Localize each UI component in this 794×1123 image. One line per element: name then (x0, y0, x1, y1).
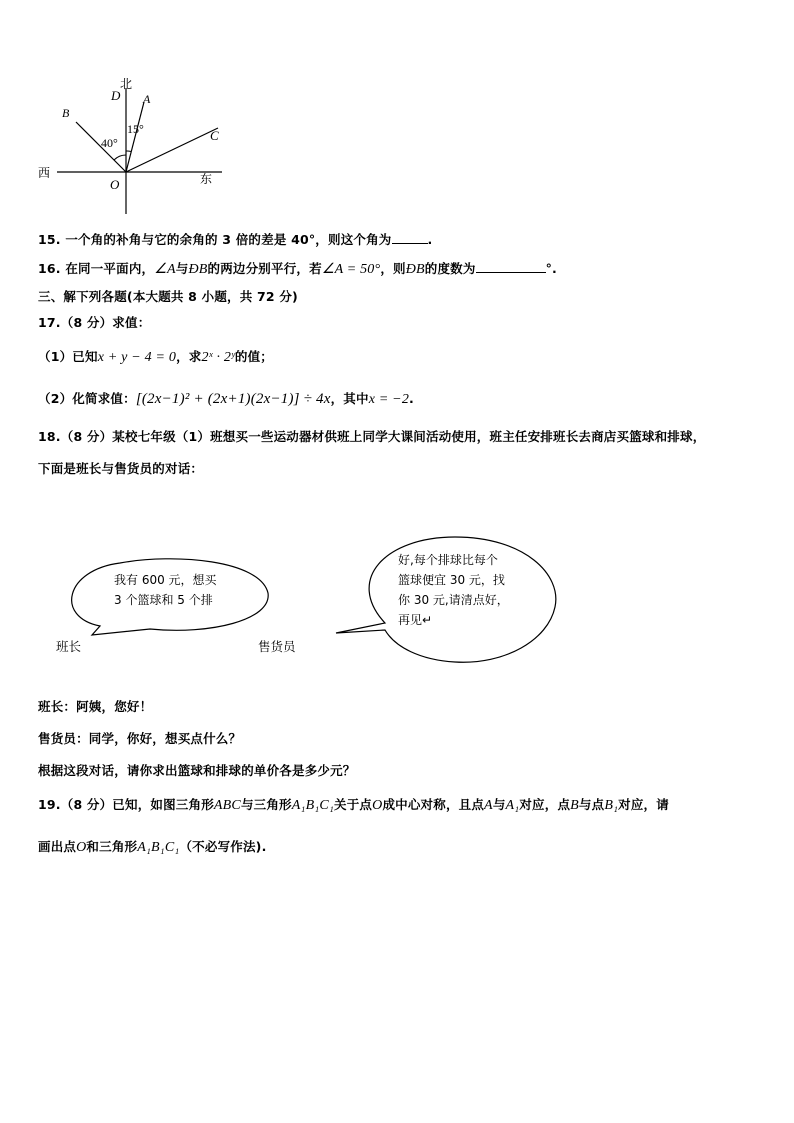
q19-text-d: 成中心对称，且点 (382, 797, 485, 812)
west-label: 西 (38, 166, 51, 180)
q19-text-h: 对应，请 (618, 797, 669, 812)
angle-40: 40° (101, 136, 118, 150)
speaker-clerk: 售货员 (258, 639, 296, 654)
q15-answer-blank (392, 231, 428, 244)
right-bubble-text (398, 550, 509, 630)
q19-text-a: 19.（8 分）已知，如图三角形 (38, 797, 214, 812)
section-3-title: 三、解下列各题(本大题共 8 小题，共 72 分) (38, 289, 298, 304)
q16-text-5: 的度数为 (424, 261, 476, 276)
north-label: 北 (120, 77, 133, 91)
question-18-ask: 根据这段对话，请你求出篮球和排球的单价各是多少元？ (38, 763, 356, 778)
q17-p2-prefix: （2）化简求值： (38, 391, 136, 406)
angle-diagram (30, 72, 270, 222)
right-bubble-line-2: 篮球便宜 30 元，找 (398, 573, 505, 587)
q19-text-b: 与三角形 (240, 797, 292, 812)
q17-p1-math: x + y − 4 = 0 (97, 350, 177, 365)
question-19-line1 (38, 795, 669, 814)
q19-l2-math-1: O (76, 840, 87, 855)
q17-p1-math2: 2ˣ · 2ʸ (201, 350, 235, 365)
q19-math-6: B (570, 798, 579, 813)
q19-text-g: 与点 (578, 797, 605, 812)
question-15 (38, 230, 432, 248)
q19-text-e: 与 (492, 797, 506, 812)
q17-p2-math2: x = −2 (368, 392, 410, 407)
q19-math-2: A₁B₁C₁ (291, 798, 335, 813)
q17-p2-end: . (409, 391, 414, 406)
q19-math-7: B₁ (604, 798, 619, 813)
q16-math-1: ∠A (154, 262, 176, 277)
question-18-line2: 下面是班长与售货员的对话： (38, 461, 204, 476)
q19-l2-text-b: 和三角形 (86, 839, 138, 854)
q19-text-f: 对应，点 (519, 797, 571, 812)
q15-end: . (427, 232, 433, 247)
q16-text-2: 与 (175, 261, 189, 276)
q15-text: 一个角的补角与它的余角的 3 倍的差是 40°，则这个角为 (65, 232, 392, 247)
angle-15: 15° (127, 122, 144, 136)
left-bubble-line-1: 我有 600 元，想买 (114, 573, 217, 587)
q16-text-3: 的两边分别平行，若 (207, 261, 322, 276)
q19-math-5: A₁ (505, 798, 520, 813)
q19-l2-text-a: 画出点 (38, 839, 77, 854)
left-bubble-line-2: 3 个篮球和 5 个排 (114, 593, 213, 607)
q17-p1-mid: ，求 (176, 349, 202, 364)
q16-math-3: ∠A = 50° (321, 262, 381, 277)
left-bubble-text (114, 570, 217, 610)
question-19-line2 (38, 837, 267, 856)
speaker-monitor: 班长 (56, 639, 82, 654)
label-b: B (62, 106, 70, 120)
q16-number: 16. (38, 261, 61, 276)
label-d: D (111, 88, 121, 103)
right-bubble-line-4: 再见↵ (398, 613, 433, 627)
label-o: O (110, 177, 120, 192)
q19-math-4: A (484, 798, 493, 813)
dialog-line-2: 售货员：同学，你好，想买点什么？ (38, 731, 242, 746)
q19-math-3: O (372, 798, 383, 813)
q16-text-1: 在同一平面内， (65, 261, 155, 276)
q16-math-2: ÐB (188, 262, 208, 277)
q19-l2-math-2: A₁B₁C₁ (137, 840, 180, 855)
q16-end: °. (545, 261, 557, 276)
dialog-line-1: 班长：阿姨，您好！ (38, 699, 153, 714)
right-bubble-line-3: 你 30 元,请清点好， (398, 593, 509, 607)
q16-text-4: ，则 (380, 261, 406, 276)
label-c: C (210, 128, 219, 143)
q19-text-c: 关于点 (334, 797, 373, 812)
question-17-part2 (38, 389, 414, 408)
right-bubble-line-1: 好,每个排球比每个 (398, 553, 498, 567)
q17-p2-mid: ，其中 (330, 391, 369, 406)
q19-l2-text-c: （不必写作法). (179, 839, 267, 854)
label-a: A (143, 92, 151, 106)
q15-number: 15. (38, 232, 61, 247)
question-18-line1: 18.（8 分）某校七年级（1）班想买一些运动器材供班上同学大课间活动使用，班主任安排班长去商店买篮球和排球， (38, 429, 706, 444)
q17-p1-end: 的值； (234, 349, 274, 364)
q16-math-4: ÐB (405, 262, 425, 277)
question-16 (38, 259, 557, 278)
q17-p1-prefix: （1）已知 (38, 349, 98, 364)
q17-p2-math: [(2x−1)² + (2x+1)(2x−1)] ÷ 4x (135, 391, 331, 407)
q19-math-1: ABC (213, 798, 241, 813)
question-17-header: 17.（8 分）求值： (38, 315, 151, 330)
q16-answer-blank (476, 260, 546, 273)
east-label: 东 (200, 172, 213, 186)
question-17-part1 (38, 347, 273, 366)
